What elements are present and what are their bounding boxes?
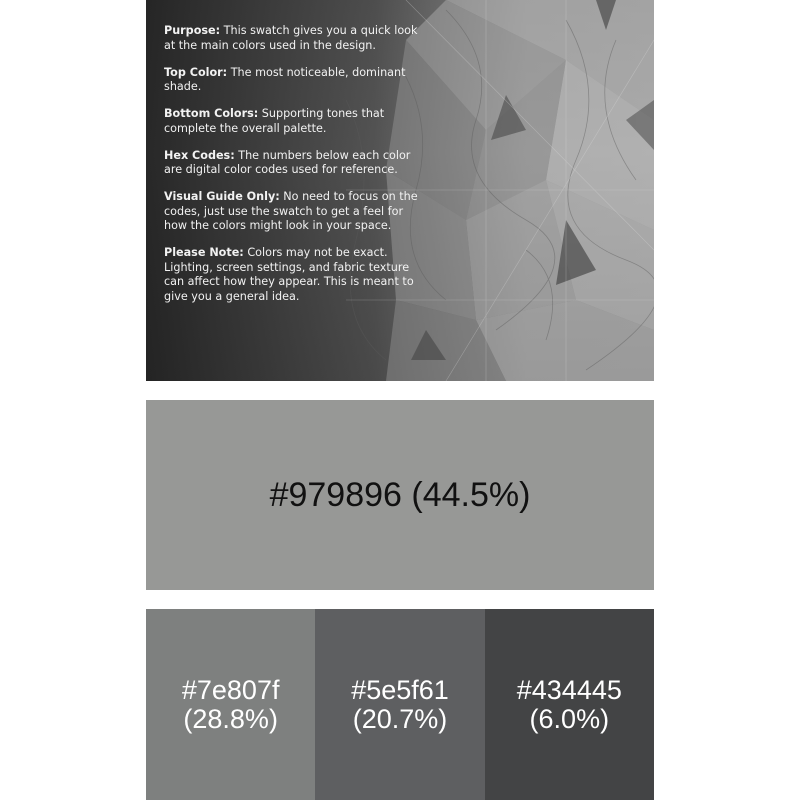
swatch-hex-code: #434445 — [516, 674, 622, 705]
info-description: Supporting tones that complete the overall palette. — [164, 107, 385, 135]
info-label: Please Note: — [164, 246, 244, 259]
dominant-color-swatch — [146, 400, 654, 590]
info-item-top-color — [164, 66, 426, 95]
dominant-color-label: #979896 (44.5%) — [269, 475, 531, 514]
supporting-color-swatch-1 — [146, 609, 315, 800]
info-label: Top Color: — [164, 65, 228, 79]
supporting-color-swatch-2 — [315, 609, 484, 800]
info-item-bottom-colors — [164, 107, 426, 136]
info-text-list — [164, 24, 426, 317]
swatch-percent: (28.8%) — [183, 703, 278, 734]
info-item-purpose — [164, 24, 426, 53]
info-label: Visual Guide Only: — [164, 190, 280, 203]
info-item-visual-guide — [164, 190, 426, 234]
supporting-colors-row — [146, 609, 654, 800]
info-item-hex-codes — [164, 149, 426, 178]
info-label: Hex Codes: — [164, 148, 235, 162]
info-label: Bottom Colors: — [164, 107, 259, 120]
swatch-hex-code: #7e807f — [181, 674, 280, 705]
swatch-hex-code: #5e5f61 — [351, 674, 449, 705]
info-description: Colors may not be exact. Lighting, screen settings, and fabric texture can affect how they appear. This is meant to give you a general idea. — [164, 246, 414, 303]
info-description: The most noticeable, dominant shade. — [164, 65, 406, 93]
info-label: Purpose: — [164, 24, 221, 37]
info-item-please-note — [164, 246, 426, 304]
info-description: This swatch gives you a quick look at the main colors used in the design. — [164, 24, 418, 52]
supporting-color-swatch-3 — [485, 609, 654, 800]
info-description: The numbers below each color are digital color codes used for reference. — [164, 148, 411, 176]
info-description: No need to focus on the codes, just use the swatch to get a feel for how the colors might look in your space. — [164, 190, 418, 232]
swatch-percent: (20.7%) — [352, 703, 448, 734]
info-panel — [146, 0, 654, 381]
swatch-percent: (6.0%) — [529, 703, 610, 734]
